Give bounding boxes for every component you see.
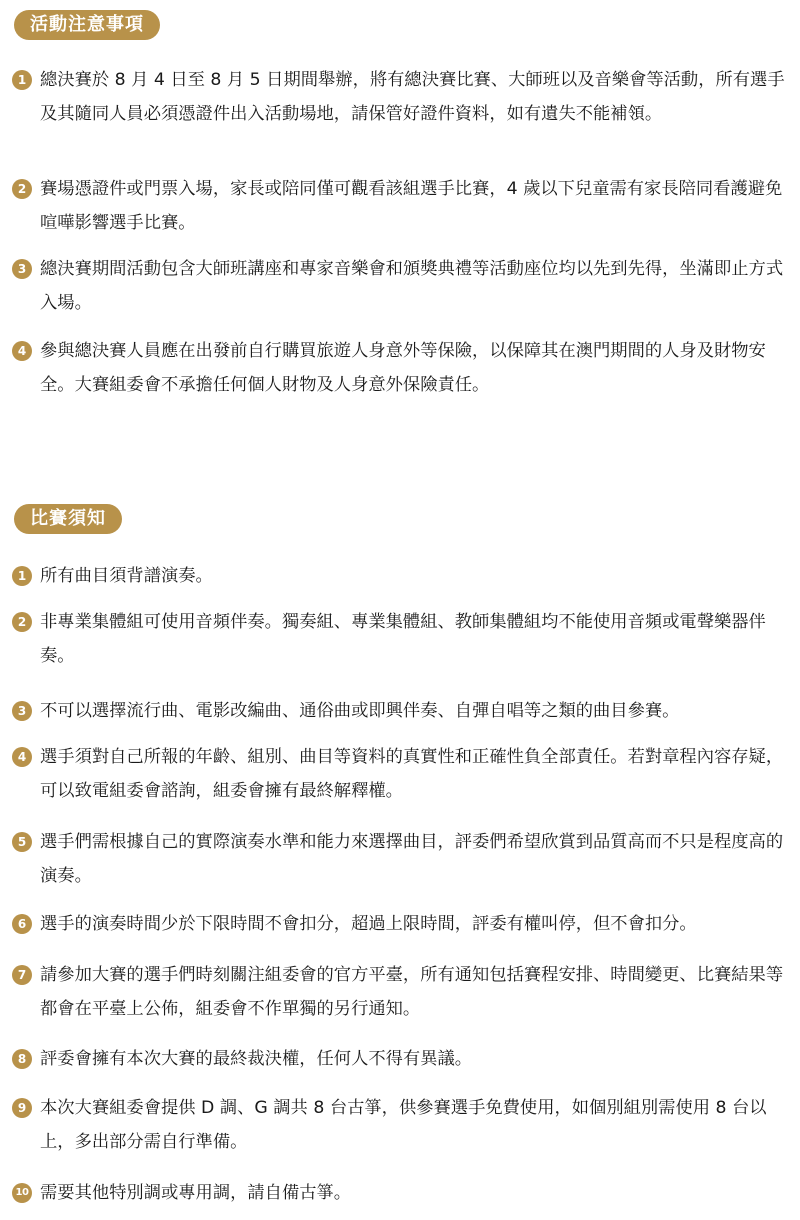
rules-item-text: 請參加大賽的選手們時刻關注組委會的官方平臺，所有通知包括賽程安排、時間變更、比賽結果等都會在平臺上公佈，組委會不作單獨的另行通知。 xyxy=(40,965,784,1019)
number-badge-icon: 4 xyxy=(12,341,32,361)
rules-item-text: 需要其他特別調或專用調，請自備古箏。 xyxy=(40,1183,352,1203)
rules-item-text: 選手須對自己所報的年齡、組別、曲目等資料的真實性和正確性負全部責任。若對章程內容存疑，可以致電組委會諮詢，組委會擁有最終解釋權。 xyxy=(40,747,784,801)
rules-item-text: 非專業集體組可使用音頻伴奏。獨奏組、專業集體組、教師集體組均不能使用音頻或電聲樂器伴奏。 xyxy=(40,612,766,666)
notes-item-text: 賽場憑證件或門票入場，家長或陪同僅可觀看該組選手比賽，4 歲以下兒童需有家長陪同看護避免喧嘩影響選手比賽。 xyxy=(40,179,783,233)
rules-item-text: 所有曲目須背譜演奏。 xyxy=(40,566,213,586)
number-badge-icon: 6 xyxy=(12,914,32,934)
number-badge-icon: 7 xyxy=(12,965,32,985)
rules-item-text: 評委會擁有本次大賽的最終裁決權，任何人不得有異議。 xyxy=(40,1049,473,1069)
notes-item-text: 總決賽期間活動包含大師班講座和專家音樂會和頒獎典禮等活動座位均以先到先得，坐滿即止方式入場。 xyxy=(40,259,784,313)
rules-item-text: 選手們需根據自己的實際演奏水準和能力來選擇曲目，評委們希望欣賞到品質高而不只是程度高的演奏。 xyxy=(40,832,784,886)
number-badge-icon: 3 xyxy=(12,259,32,279)
number-badge-icon: 8 xyxy=(12,1049,32,1069)
rules-item-text: 不可以選擇流行曲、電影改編曲、通俗曲或即興伴奏、自彈自唱等之類的曲目參賽。 xyxy=(40,701,680,721)
number-badge-icon: 2 xyxy=(12,612,32,632)
rules-item-text: 選手的演奏時間少於下限時間不會扣分，超過上限時間，評委有權叫停，但不會扣分。 xyxy=(40,914,697,934)
notes-item-text: 總決賽於 8 月 4 日至 8 月 5 日期間舉辦，將有總決賽比賽、大師班以及音樂會等活動，所有選手及其隨同人員必須憑證件出入活動場地，請保管好證件資料，如有遺失不能補領。 xyxy=(40,70,785,124)
number-badge-icon: 2 xyxy=(12,179,32,199)
number-badge-icon: 1 xyxy=(12,566,32,586)
number-badge-icon: 5 xyxy=(12,832,32,852)
notes-item-text: 參與總決賽人員應在出發前自行購買旅遊人身意外等保險，以保障其在澳門期間的人身及財物安全。大賽組委會不承擔任何個人財物及人身意外保險責任。 xyxy=(40,341,766,395)
number-badge-icon: 3 xyxy=(12,701,32,721)
number-badge-icon: 10 xyxy=(12,1183,32,1203)
rules-item-text: 本次大賽組委會提供 D 調、G 調共 8 台古箏，供參賽選手免費使用，如個別組別需使用 8 台以上，多出部分需自行準備。 xyxy=(40,1098,767,1152)
number-badge-icon: 4 xyxy=(12,747,32,767)
number-badge-icon: 9 xyxy=(12,1098,32,1118)
number-badge-icon: 1 xyxy=(12,70,32,90)
rules-section-title: 比賽須知 xyxy=(14,504,122,534)
notes-section-title: 活動注意事項 xyxy=(14,10,160,40)
